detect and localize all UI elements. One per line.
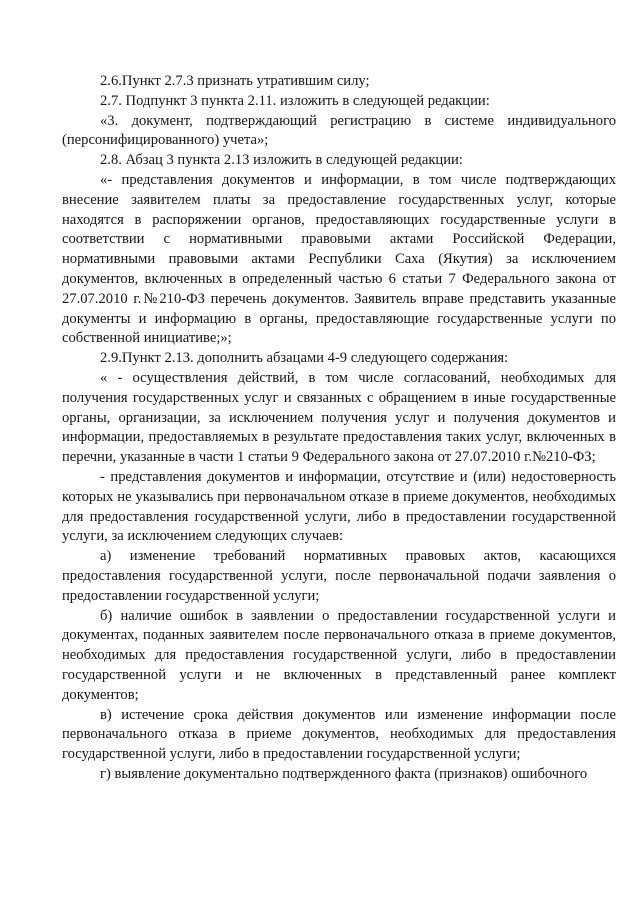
paragraph-case-g: г) выявление документально подтвержденного факта (признаков) ошибочного [100, 765, 588, 782]
paragraph-2-9-item-1: « - осуществления действий, в том числе согласований, необходимых для получения государственных услуг и связанных с обращением в иные государственные органы, организации, за исключением получения услуг и получения документов и информации, предоставляемых в результате предоставления таких услуг, включенных в перечни, указанные в части 1 статьи 9 Федерального закона от 27.07.2010 г.№210-ФЗ; [62, 369, 616, 466]
paragraph-2-7: 2.7. Подпункт 3 пункта 2.11. изложить в следующей редакции: [100, 92, 490, 109]
paragraph-2-7-quote: «3. документ, подтверждающий регистрацию в системе индивидуального (персонифицированного) учета»; [62, 112, 616, 149]
paragraph-case-v: в) истечение срока действия документов или изменение информации после первоначального отказа в приеме документов, необходимых для предоставления государственной услуги, либо в предоставлении государственной услуги; [62, 706, 616, 763]
paragraph-case-b: б) наличие ошибок в заявлении о предоставлении государственной услуги и документах, поданных заявителем после первоначального отказа в приеме документов, необходимых для предоставления государственной услуги, либо в предоставлении государственной услуги и не включенных в представленный ранее комплект документов; [62, 607, 616, 703]
document-body [62, 72, 616, 785]
paragraph-2-8-quote: «- представления документов и информации, в том числе подтверждающих внесение заявителем платы за предоставление государственных услуг, которые находятся в распоряжении органов, предоставляющих государственные услуги в соответствии с нормативными правовыми актами Российской Федерации, нормативными правовыми актами Республики Саха (Якутия) за исключением документов, включенных в определенный частью 6 статьи 7 Федерального закона от 27.07.2010 г.№210-ФЗ перечень документов. Заявитель вправе представить указанные документы и информацию в органы, предоставляющие государственные услуги по собственной инициативе;»; [62, 171, 616, 347]
paragraph-2-6: 2.6.Пункт 2.7.3 признать утратившим силу; [100, 73, 370, 89]
paragraph-2-8: 2.8. Абзац 3 пункта 2.13 изложить в следующей редакции: [100, 152, 463, 169]
paragraph-2-9-item-2: - представления документов и информации, отсутствие и (или) недостоверность которых не указывались при первоначальном отказе в приеме документов, необходимых для предоставления государственной услуги, либо в предоставлении государственной услуги, за исключением следующих случаев: [62, 468, 616, 545]
paragraph-case-a: а) изменение требований нормативных правовых актов, касающихся предоставления государственной услуги, после первоначальной подачи заявления о предоставлении государственной услуги; [62, 548, 616, 604]
paragraph-2-9: 2.9.Пункт 2.13. дополнить абзацами 4-9 следующего содержания: [100, 350, 509, 367]
